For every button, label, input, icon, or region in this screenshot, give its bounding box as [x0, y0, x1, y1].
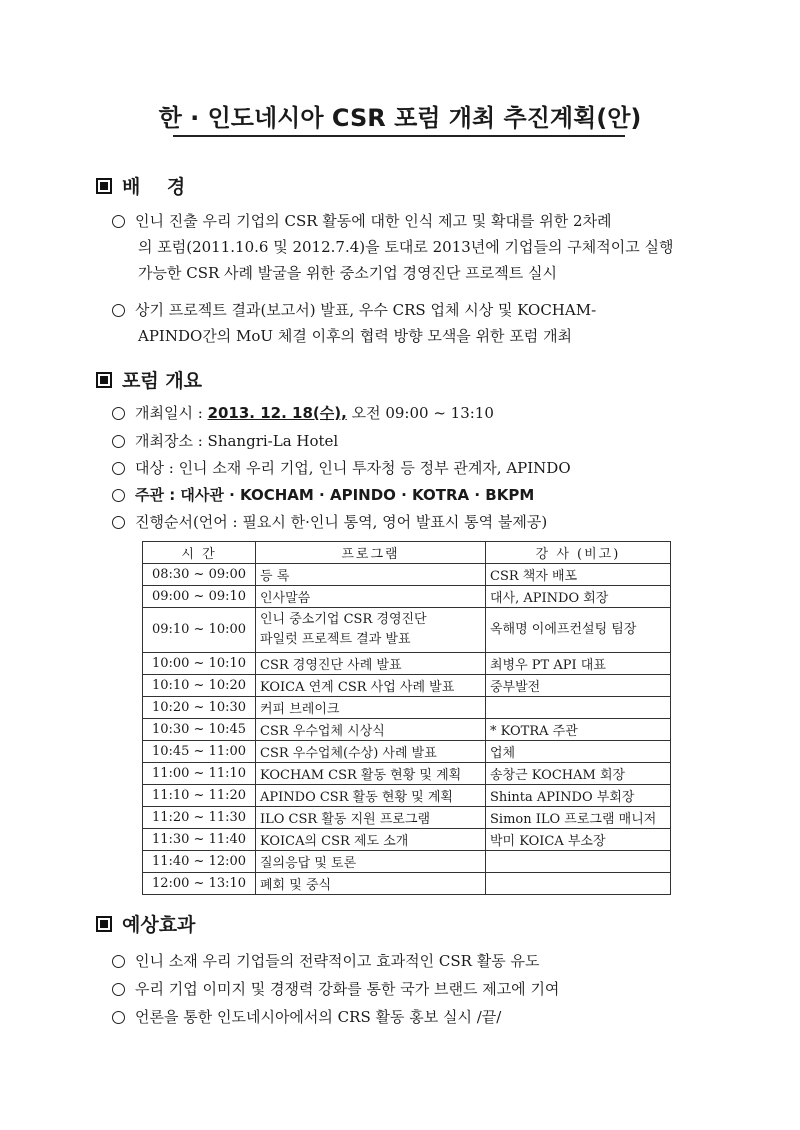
program-cell: 폐회 및 중식: [256, 873, 486, 895]
program-cell: 커피 브레이크: [256, 697, 486, 719]
speaker-cell: [486, 873, 671, 895]
background-item-1: [112, 208, 712, 286]
time-cell: 08:30 ~ 09:00: [143, 564, 256, 586]
text-line: 인니 진출 우리 기업의 CSR 활동에 대한 인식 제고 및 확대를 위한 2차례: [135, 212, 612, 230]
section-overview-heading: [96, 366, 202, 393]
table-row: [143, 807, 671, 829]
table-row: [143, 719, 671, 741]
table-row: [143, 564, 671, 586]
speaker-cell: [486, 851, 671, 873]
table-header-row: [143, 542, 671, 564]
effect-text: 우리 기업 이미지 및 경쟁력 강화를 통한 국가 브랜드 제고에 기여: [135, 980, 560, 998]
speaker-cell: 대사, APINDO 회장: [486, 586, 671, 608]
section-effects-heading: [96, 910, 195, 937]
overview-host: [112, 484, 534, 506]
overview-order: [112, 511, 547, 533]
circle-bullet-icon: [112, 983, 125, 996]
time-cell: 10:00 ~ 10:10: [143, 653, 256, 675]
filled-square-icon: [96, 916, 112, 932]
speaker-cell: 송창근 KOCHAM 회장: [486, 763, 671, 785]
effect-text: 인니 소재 우리 기업들의 전략적이고 효과적인 CSR 활동 유도: [135, 952, 540, 970]
header-time: 시 간: [143, 542, 256, 564]
effect-text: 언론을 통한 인도네시아에서의 CRS 활동 홍보 실시 /끝/: [135, 1008, 502, 1026]
time-cell: 10:30 ~ 10:45: [143, 719, 256, 741]
overview-target: [112, 457, 571, 479]
target-text: 대상 : 인니 소재 우리 기업, 인니 투자청 등 정부 관계자, APINDO: [135, 459, 571, 477]
speaker-cell: 옥해명 이에프컨설팅 팀장: [486, 608, 671, 653]
header-speaker: 강 사 (비고): [486, 542, 671, 564]
host-text: 주관 : 대사관 · KOCHAM · APINDO · KOTRA · BKPM: [135, 486, 535, 504]
effect-item-3: [112, 1006, 501, 1028]
program-cell: 등 록: [256, 564, 486, 586]
circle-bullet-icon: [112, 215, 125, 228]
speaker-cell: 업체: [486, 741, 671, 763]
table-row: [143, 873, 671, 895]
circle-bullet-icon: [112, 489, 125, 502]
circle-bullet-icon: [112, 407, 125, 420]
date-value: 2013. 12. 18(수),: [207, 404, 347, 422]
circle-bullet-icon: [112, 435, 125, 448]
order-text: 진행순서(언어 : 필요시 한·인니 통역, 영어 발표시 통역 불제공): [135, 513, 548, 531]
time-cell: 11:00 ~ 11:10: [143, 763, 256, 785]
speaker-cell: * KOTRA 주관: [486, 719, 671, 741]
speaker-cell: [486, 697, 671, 719]
table-row: [143, 608, 671, 653]
overview-date: [112, 402, 494, 424]
time-cell: 11:40 ~ 12:00: [143, 851, 256, 873]
date-label: 개최일시 :: [135, 404, 208, 422]
section-background-heading: [96, 172, 185, 199]
title-underline: [173, 135, 625, 137]
table-row: [143, 785, 671, 807]
text-line: APINDO간의 MoU 체결 이후의 협력 방향 모색을 위한 포럼 개최: [138, 327, 573, 345]
speaker-cell: 박미 KOICA 부소장: [486, 829, 671, 851]
schedule-body: [143, 564, 671, 895]
time-cell: 10:45 ~ 11:00: [143, 741, 256, 763]
program-cell: 인사말씀: [256, 586, 486, 608]
circle-bullet-icon: [112, 955, 125, 968]
program-cell: KOCHAM CSR 활동 현황 및 계획: [256, 763, 486, 785]
time-cell: 10:20 ~ 10:30: [143, 697, 256, 719]
table-row: [143, 653, 671, 675]
document-title: 한 · 인도네시아 CSR 포럼 개최 추진계획(안): [158, 104, 642, 132]
table-row: [143, 697, 671, 719]
program-cell: 인니 중소기업 CSR 경영진단 파일럿 프로젝트 결과 발표: [256, 608, 486, 653]
effect-item-2: [112, 978, 559, 1000]
table-row: [143, 675, 671, 697]
filled-square-icon: [96, 178, 112, 194]
program-cell: CSR 우수업체(수상) 사례 발표: [256, 741, 486, 763]
table-row: [143, 851, 671, 873]
background-item-2: [112, 297, 712, 349]
section-heading-text: 예상효과: [122, 914, 196, 936]
circle-bullet-icon: [112, 516, 125, 529]
time-cell: 11:30 ~ 11:40: [143, 829, 256, 851]
time-cell: 09:10 ~ 10:00: [143, 608, 256, 653]
circle-bullet-icon: [112, 462, 125, 475]
table-row: [143, 741, 671, 763]
table-row: [143, 763, 671, 785]
time-cell: 11:20 ~ 11:30: [143, 807, 256, 829]
table-row: [143, 829, 671, 851]
program-cell: KOICA의 CSR 제도 소개: [256, 829, 486, 851]
speaker-cell: CSR 책자 배포: [486, 564, 671, 586]
header-program: 프로그램: [256, 542, 486, 564]
program-cell: KOICA 연계 CSR 사업 사례 발표: [256, 675, 486, 697]
program-cell: APINDO CSR 활동 현황 및 계획: [256, 785, 486, 807]
overview-venue: [112, 430, 338, 452]
text-line: 의 포럼(2011.10.6 및 2012.7.4)을 토대로 2013년에 기업들의 구체적이고 실행: [138, 238, 674, 256]
speaker-cell: Shinta APINDO 부회장: [486, 785, 671, 807]
circle-bullet-icon: [112, 1011, 125, 1024]
section-heading-text: 배 경: [122, 176, 186, 198]
speaker-cell: 중부발전: [486, 675, 671, 697]
time-cell: 11:10 ~ 11:20: [143, 785, 256, 807]
schedule-table: [142, 541, 671, 895]
program-cell: 질의응답 및 토론: [256, 851, 486, 873]
text-line: 가능한 CSR 사례 발굴을 위한 중소기업 경영진단 프로젝트 실시: [138, 264, 557, 282]
date-time: 오전 09:00 ~ 13:10: [346, 404, 494, 422]
filled-square-icon: [96, 372, 112, 388]
text-line: 상기 프로젝트 결과(보고서) 발표, 우수 CRS 업체 시상 및 KOCHAM-: [135, 301, 597, 319]
program-cell: ILO CSR 활동 지원 프로그램: [256, 807, 486, 829]
time-cell: 10:10 ~ 10:20: [143, 675, 256, 697]
section-heading-text: 포럼 개요: [122, 370, 203, 392]
program-cell: CSR 우수업체 시상식: [256, 719, 486, 741]
speaker-cell: Simon ILO 프로그램 매니저: [486, 807, 671, 829]
table-row: [143, 586, 671, 608]
program-cell: CSR 경영진단 사례 발표: [256, 653, 486, 675]
time-cell: 09:00 ~ 09:10: [143, 586, 256, 608]
circle-bullet-icon: [112, 304, 125, 317]
venue-text: 개최장소 : Shangri-La Hotel: [135, 432, 339, 450]
effect-item-1: [112, 950, 539, 972]
time-cell: 12:00 ~ 13:10: [143, 873, 256, 895]
speaker-cell: 최병우 PT API 대표: [486, 653, 671, 675]
